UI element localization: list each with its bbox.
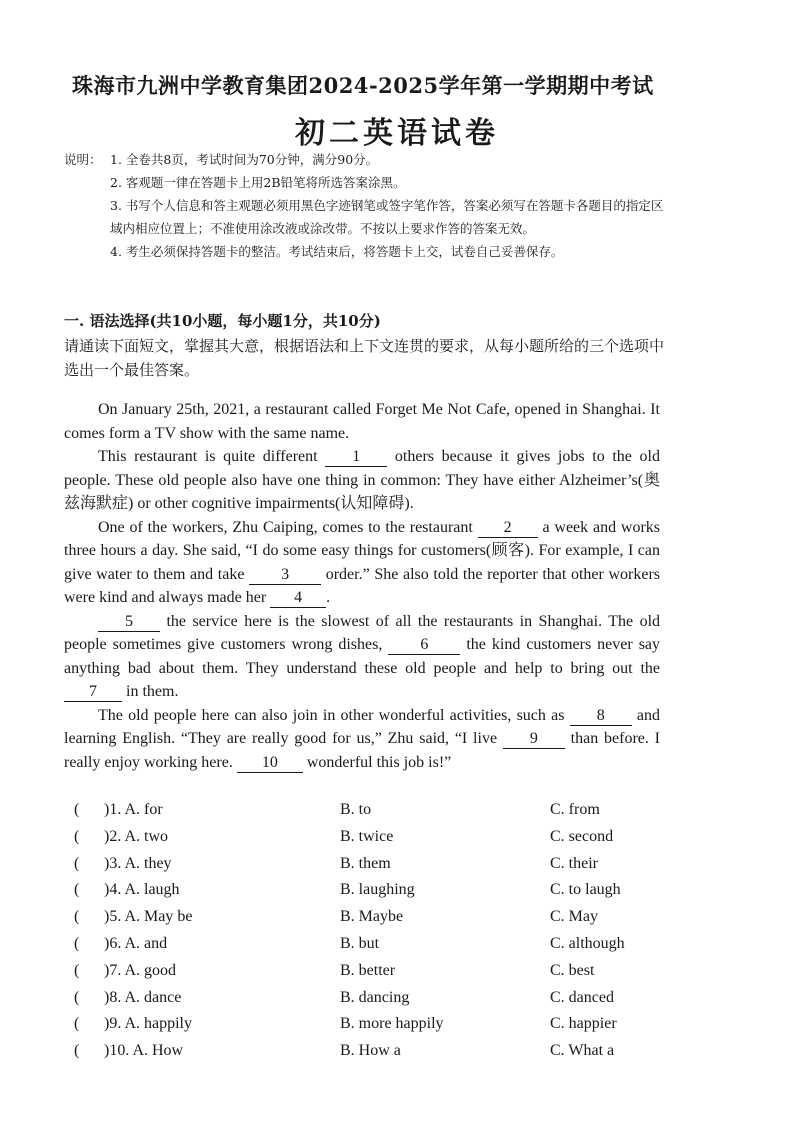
passage-paragraph: One of the workers, Zhu Caiping, comes to the restaurant 2 a week and works three hours a day. She said, “I do some easy things for customers(顾客). For example, I can give water to them and take 3 order.” She also told the reporter that other workers were kind and always made her 4 . <box>64 518 661 606</box>
blank-6: 6 <box>388 636 460 655</box>
option-a: )1. A. for <box>104 801 163 818</box>
exam-title: 珠海市九洲中学教育集团2024-2025学年第一学期期中考试 <box>72 73 654 98</box>
blank-4: 4 <box>270 589 326 608</box>
answer-paren: ( <box>74 988 80 1006</box>
answer-paren: ( <box>74 881 80 899</box>
note-item: 2. 客观题一律在答题卡上用2B铅笔将所选答案涂黑。 <box>110 175 406 190</box>
section-heading: 一. 语法选择(共10小题，每小题1分，共10分) <box>64 312 381 330</box>
option-a: )5. A. May be <box>104 908 193 926</box>
exam-subtitle: 初二英语试卷 <box>295 116 499 151</box>
question-row <box>64 881 664 908</box>
blank-2: 2 <box>478 519 538 538</box>
option-c: C. although <box>550 934 625 952</box>
option-a: )10. A. How <box>104 1042 184 1060</box>
answer-paren: ( <box>74 1015 80 1033</box>
question-row <box>64 1015 664 1042</box>
question-row <box>64 962 664 989</box>
blank-10: 10 <box>237 754 303 773</box>
note-item: 3. 书写个人信息和答主观题必须用黑色字迹钢笔或签字笔作答，答案必须写在答题卡各题目的指定区域内相应位置上；不准使用涂改液或涂改带。不按以上要求作答的答案无效。 <box>110 198 664 236</box>
option-b: B. but <box>340 934 380 952</box>
question-row <box>64 908 664 935</box>
option-c: C. happier <box>550 1015 617 1033</box>
option-c: C. second <box>550 827 614 845</box>
option-c: C. May <box>550 908 598 926</box>
question-row <box>64 935 664 962</box>
passage-paragraph: This restaurant is quite different 1 others because it gives jobs to the old people. These old people also have one thing in common: They have either Alzheimer’s(奥兹海默症) or other cognitive impairments(认知障碍). <box>64 448 660 512</box>
passage-paragraph: The old people here can also join in other wonderful activities, such as 8 and learning English. “They are really good for us,” Zhu said, “I live 9 than before. I really enjoy working here. 10 wonderful this job is!” <box>64 706 661 771</box>
option-a: )6. A. and <box>104 934 168 952</box>
question-row <box>64 1042 664 1069</box>
blank-3: 3 <box>249 566 321 585</box>
option-a: )4. A. laugh <box>104 881 180 899</box>
answer-paren: ( <box>74 801 80 818</box>
option-a: )9. A. happily <box>104 1015 192 1033</box>
answer-paren: ( <box>74 908 80 926</box>
blank-9: 9 <box>503 730 565 749</box>
section-instructions: 请通读下面短文，掌握其大意，根据语法和上下文连贯的要求，从每小题所给的三个选项中选出一个最佳答案。 <box>64 337 665 379</box>
answer-paren: ( <box>74 1042 80 1060</box>
option-b: B. more happily <box>340 1015 444 1033</box>
option-a: )3. A. they <box>104 854 172 872</box>
option-b: B. dancing <box>340 988 410 1006</box>
option-b: B. to <box>340 801 372 818</box>
option-a: )8. A. dance <box>104 988 182 1006</box>
option-c: C. What a <box>550 1042 615 1060</box>
question-row <box>64 828 664 855</box>
blank-5: 5 <box>98 613 160 632</box>
instructions-block <box>64 148 664 263</box>
blank-1: 1 <box>325 448 387 467</box>
option-b: B. them <box>340 854 391 872</box>
question-row <box>64 989 664 1016</box>
blank-8: 8 <box>570 707 632 726</box>
blank-7: 7 <box>64 683 122 702</box>
option-b: B. better <box>340 961 396 979</box>
option-c: C. danced <box>550 988 614 1006</box>
question-options <box>64 801 664 1069</box>
answer-paren: ( <box>74 934 80 952</box>
option-c: C. to laugh <box>550 881 621 899</box>
option-b: B. Maybe <box>340 908 404 926</box>
answer-paren: ( <box>74 854 80 872</box>
reading-passage <box>64 398 660 774</box>
option-b: B. twice <box>340 827 394 845</box>
option-c: C. from <box>550 801 600 818</box>
notes-label: 说明： <box>64 152 102 167</box>
option-c: C. their <box>550 854 598 872</box>
option-b: B. How a <box>340 1042 401 1060</box>
passage-paragraph: 5 the service here is the slowest of all the restaurants in Shanghai. The old people sometimes give customers wrong dishes, 6 the kind customers never say anything bad about them. They understand these old people and help to bring out the 7 in them. <box>64 612 661 700</box>
option-a: )7. A. good <box>104 961 176 979</box>
note-item: 4. 考生必须保持答题卡的整洁。考试结束后，将答题卡上交，试卷自己妥善保存。 <box>110 244 564 259</box>
answer-paren: ( <box>74 961 80 979</box>
note-item: 1. 全卷共8页，考试时间为70分钟，满分90分。 <box>110 152 379 167</box>
option-c: C. best <box>550 961 595 979</box>
option-a: )2. A. two <box>104 827 168 845</box>
answer-paren: ( <box>74 827 80 845</box>
option-b: B. laughing <box>340 881 415 899</box>
question-row <box>64 855 664 882</box>
question-row <box>64 801 664 828</box>
passage-paragraph: On January 25th, 2021, a restaurant called Forget Me Not Cafe, opened in Shanghai. It comes form a TV show with the same name. <box>64 401 660 442</box>
